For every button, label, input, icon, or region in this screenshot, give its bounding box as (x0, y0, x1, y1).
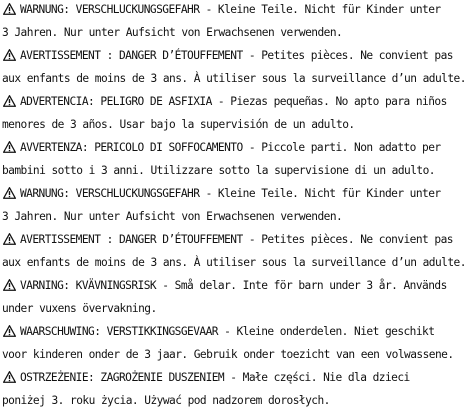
warning-triangle-icon (3, 233, 16, 245)
warning-line-2: 3 Jahren. Nur unter Aufsicht von Erwachsenen verwenden. (2, 210, 343, 223)
warning-text-line-1: WARNUNG: VERSCHLUCKUNGSGEFAHR - Kleine Teile. Nicht für Kinder unter (20, 187, 441, 200)
warning-line-1 (3, 141, 441, 155)
warning-text-line-1: AVERTISSEMENT : DANGER D’ÉTOUFFEMENT - Petites pièces. Ne convient pas (20, 49, 453, 62)
warning-triangle-icon (3, 95, 16, 107)
warning-triangle-icon (3, 141, 16, 153)
warning-line-2: voor kinderen onder de 3 jaar. Gebruik onder toezicht van een volwassene. (2, 348, 454, 361)
warning-text-line-1: ADVERTENCIA: PELIGRO DE ASFIXIA - Piezas pequeñas. No apto para niños (20, 95, 447, 108)
warning-line-2: bambini sotto i 3 anni. Utilizzare sotto la supervisione di un adulto. (2, 164, 435, 177)
warning-line-1 (3, 187, 441, 201)
warning-line-1 (3, 233, 453, 247)
warning-line-1 (3, 279, 447, 293)
warning-text-line-1: AVVERTENZA: PERICOLO DI SOFFOCAMENTO - Piccole parti. Non adatto per (20, 141, 441, 154)
warning-line-2: 3 Jahren. Nur unter Aufsicht von Erwachsenen verwenden. (2, 26, 343, 39)
warning-line-1 (3, 49, 453, 63)
warning-text-line-1: WAARSCHUWING: VERSTIKKINGSGEVAAR - Kleine onderdelen. Niet geschikt (20, 325, 435, 338)
warning-triangle-icon (3, 371, 16, 383)
warning-text-line-1: VARNING: KVÄVNINGSRISK - Små delar. Inte för barn under 3 år. Används (20, 279, 447, 292)
warning-text-line-1: OSTRZEŻENIE: ZAGROŻENIE DUSZENIEM - Małe części. Nie dla dzieci (20, 371, 410, 384)
warning-line-2: aux enfants de moins de 3 ans. À utiliser sous la surveillance d’un adulte. (2, 256, 466, 269)
warning-line-2: menores de 3 años. Usar bajo la supervisión de un adulto. (2, 118, 355, 131)
warning-line-1 (3, 3, 441, 17)
warning-text-line-1: WARNUNG: VERSCHLUCKUNGSGEFAHR - Kleine Teile. Nicht für Kinder unter (20, 3, 441, 16)
warning-triangle-icon (3, 187, 16, 199)
warning-triangle-icon (3, 49, 16, 61)
warning-triangle-icon (3, 279, 16, 291)
warning-line-1 (3, 325, 434, 339)
warning-line-1 (3, 95, 447, 109)
warning-text-line-1: AVERTISSEMENT : DANGER D’ÉTOUFFEMENT - Petites pièces. Ne convient pas (20, 233, 453, 246)
warning-triangle-icon (3, 3, 16, 15)
warning-line-2: poniżej 3. roku życia. Używać pod nadzorem dorosłych. (2, 394, 330, 407)
warning-line-1 (3, 371, 410, 385)
warning-line-2: aux enfants de moins de 3 ans. À utiliser sous la surveillance d’un adulte. (2, 72, 466, 85)
warning-triangle-icon (3, 325, 16, 337)
warning-line-2: under vuxens övervakning. (2, 302, 157, 315)
